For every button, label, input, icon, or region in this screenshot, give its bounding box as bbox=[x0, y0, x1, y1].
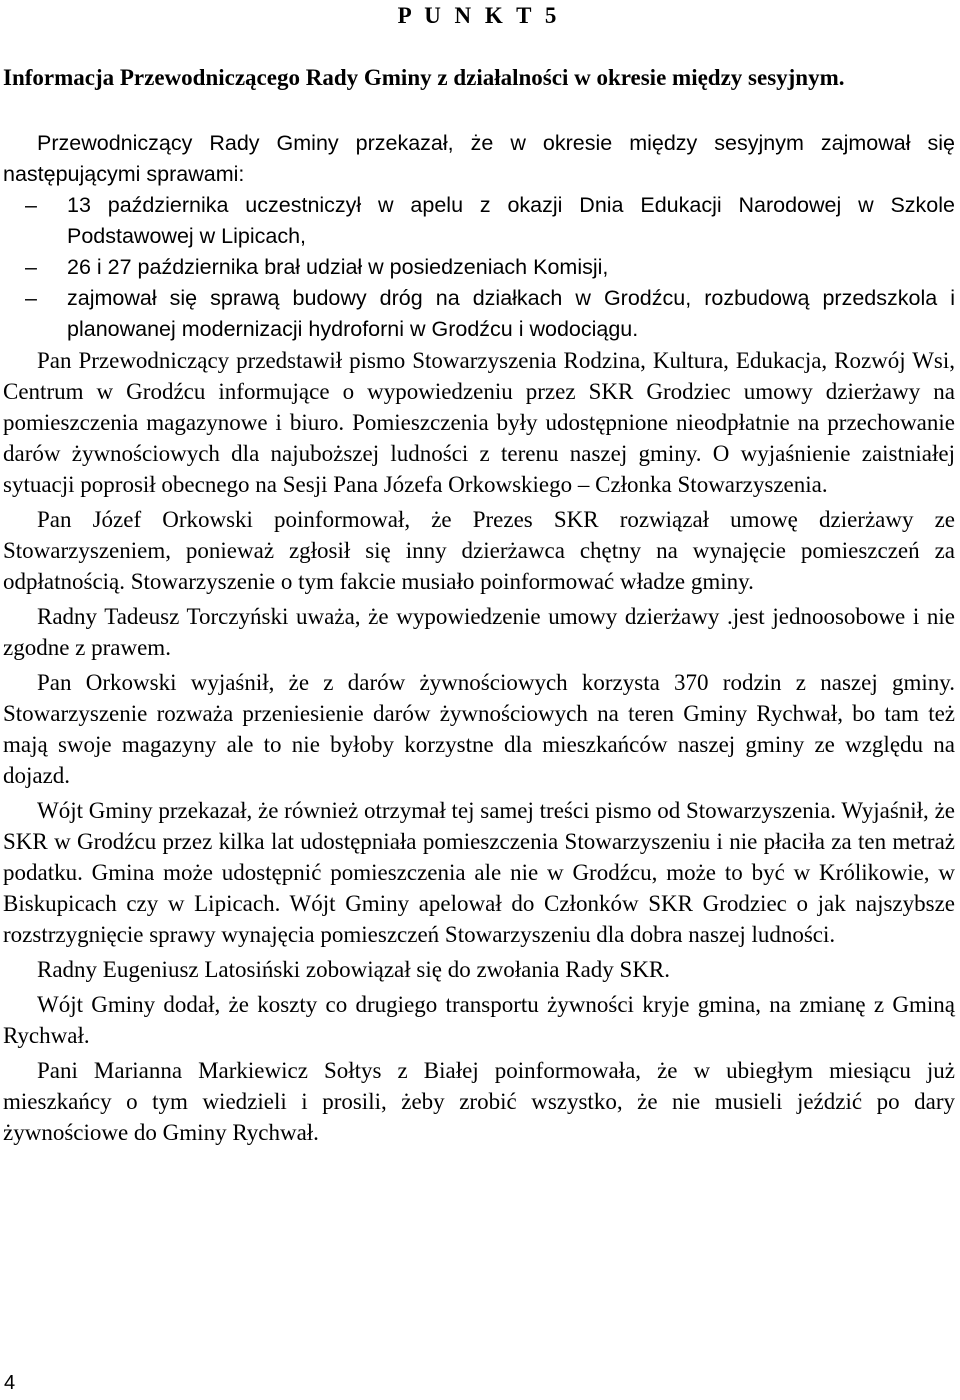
list-item bbox=[3, 283, 955, 345]
list-item-text: 26 i 27 października brał udział w posiedzeniach Komisji, bbox=[67, 255, 609, 279]
document-page bbox=[3, 0, 955, 1148]
list-item-text: 13 października uczestniczył w apelu z okazji Dnia Edukacji Narodowej w Szkole Podstawowej w Lipicach, bbox=[67, 193, 955, 248]
body-paragraph: Pan Przewodniczący przedstawił pismo Stowarzyszenia Rodzina, Kultura, Edukacja, Rozwój Wsi, Centrum w Grodźcu informujące o wypowiedzeniu przez SKR Grodziec umowy dzierżawy na pomieszczenia magazynowe i biuro. Pomieszczenia były udostępnione nieodpłatnie na przechowanie darów żywnościowych dla najuboższej ludności z terenu naszej gminy. O wyjaśnienie zaistniałej sytuacji poprosił obecnego na Sesji Pana Józefa Orkowskiego – Członka Stowarzyszenia. bbox=[3, 348, 955, 497]
section-heading: P U N K T 5 bbox=[397, 3, 561, 28]
intro-paragraph: Przewodniczący Rady Gminy przekazał, że w okresie między sesyjnym zajmował się następującymi sprawami: bbox=[3, 131, 955, 186]
section-title: Informacja Przewodniczącego Rady Gminy z działalności w okresie między sesyjnym. bbox=[3, 65, 845, 90]
dash-bullet: – bbox=[25, 193, 37, 217]
body-paragraph: Pan Józef Orkowski poinformował, że Prezes SKR rozwiązał umowę dzierżawy ze Stowarzyszeniem, ponieważ zgłosił się inny dzierżawca chętny na wynajęcie pomieszczeń za odpłatnością. Stowarzyszenie o tym fakcie musiało poinformować władze gminy. bbox=[3, 507, 955, 594]
body-paragraph: Radny Tadeusz Torczyński uważa, że wypowiedzenie umowy dzierżawy .jest jednoosobowe i nie zgodne z prawem. bbox=[3, 604, 955, 660]
list-item-text: zajmował się sprawą budowy dróg na działkach w Grodźcu, rozbudową przedszkola i planowanej modernizacji hydroforni w Grodźcu i wodociągu. bbox=[67, 286, 955, 341]
list-item bbox=[3, 252, 955, 283]
body-paragraph: Pan Orkowski wyjaśnił, że z darów żywnościowych korzysta 370 rodzin z naszej gminy. Stowarzyszenie rozważa przeniesienie darów żywnościowych na teren Gminy Rychwał, bo tam też mają swoje magazyny ale to nie byłoby korzystne dla mieszkańców naszej gminy ze względu na dojazd. bbox=[3, 670, 955, 788]
dash-bullet: – bbox=[25, 286, 37, 310]
page-number: 4 bbox=[4, 1372, 16, 1394]
dash-bullet: – bbox=[25, 255, 37, 279]
list-item bbox=[3, 190, 955, 252]
activity-list bbox=[3, 190, 955, 345]
body-paragraph: Radny Eugeniusz Latosiński zobowiązał się do zwołania Rady SKR. bbox=[37, 957, 671, 982]
body-paragraph: Pani Marianna Markiewicz Sołtys z Białej poinformowała, że w ubiegłym miesiącu już mieszkańcy o tym wiedzieli i prosili, żeby zrobić wszystko, że nie musieli jeździć po dary żywnościowe do Gminy Rychwał. bbox=[3, 1058, 955, 1145]
body-paragraph: Wójt Gminy przekazał, że również otrzymał tej samej treści pismo od Stowarzyszenia. Wyjaśnił, że SKR w Grodźcu przez kilka lat udostępniała pomieszczenia Stowarzyszeniu i nie płaciła za ten metraż podatku. Gmina może udostępnić pomieszczenia ale nie w Grodźcu, może to być w Królikowie, w Biskupicach czy w Lipicach. Wójt Gminy apelował do Członków SKR Grodziec o jak najszybsze rozstrzygnięcie sprawy wynajęcia pomieszczeń Stowarzyszeniu dla dobra naszej ludności. bbox=[3, 798, 955, 947]
body-paragraph: Wójt Gminy dodał, że koszty co drugiego transportu żywności kryje gmina, na zmianę z Gminą Rychwał. bbox=[3, 992, 955, 1048]
